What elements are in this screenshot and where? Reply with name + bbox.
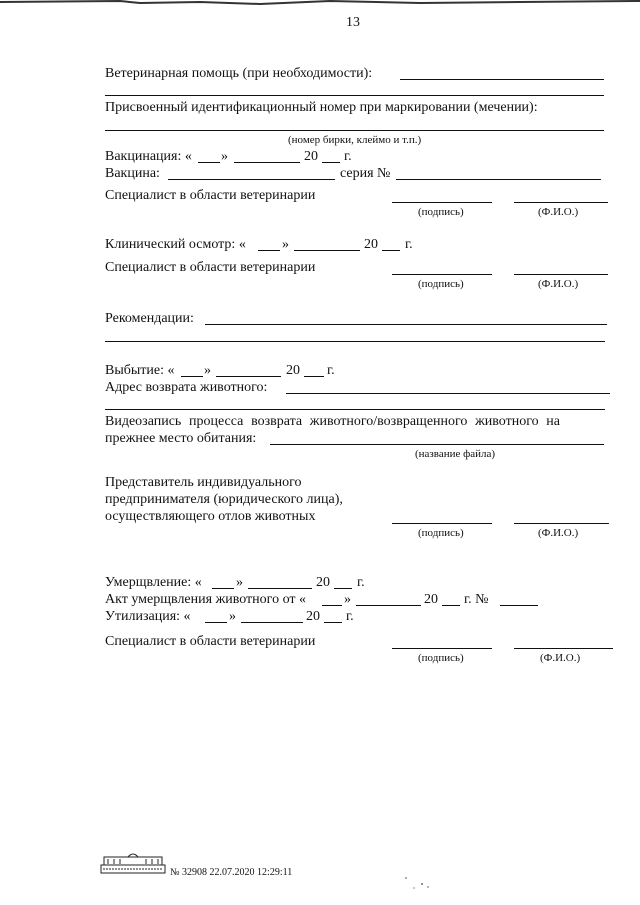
vaccination-year-line <box>322 162 340 163</box>
specialist-2-signature-hint: (подпись) <box>418 278 464 290</box>
clinical-exam-year-suffix: г. <box>405 237 413 252</box>
euthanasia-act-number-line <box>500 605 538 606</box>
departure-label: Выбытие: « <box>105 363 175 378</box>
specialist-1-fio-hint: (Ф.И.О.) <box>538 206 579 218</box>
specialist-1-label: Специалист в области ветеринарии <box>105 188 316 203</box>
scan-specks <box>400 872 440 892</box>
representative-line-3: осуществляющего отлов животных <box>105 509 316 524</box>
id-number-line <box>105 130 604 131</box>
vet-help-line <box>400 79 604 80</box>
return-address-line-2 <box>105 409 605 410</box>
vet-help-line-2 <box>105 95 604 96</box>
scan-top-edge <box>0 0 640 6</box>
euthanasia-year-line <box>334 588 352 589</box>
recommendations-line <box>205 324 607 325</box>
euthanasia-act-month-line <box>356 605 421 606</box>
specialist-2-label: Специалист в области ветеринарии <box>105 260 316 275</box>
registration-stamp-text: № 32908 22.07.2020 12:29:11 <box>170 867 293 878</box>
vaccine-line <box>168 179 335 180</box>
departure-year: 20 <box>286 363 300 378</box>
specialist-3-signature-line <box>392 648 492 649</box>
euthanasia-label: Умерщвление: « <box>105 575 202 590</box>
disposal-month-line <box>241 622 303 623</box>
specialist-3-label: Специалист в области ветеринарии <box>105 634 316 649</box>
representative-signature-line <box>392 523 492 524</box>
disposal-year-suffix: г. <box>346 609 354 624</box>
specialist-3-fio-line <box>514 648 613 649</box>
registry-building-stamp-icon <box>100 851 166 875</box>
departure-year-suffix: г. <box>327 363 335 378</box>
vaccine-label: Вакцина: <box>105 166 160 181</box>
vaccination-close-quote: » <box>221 149 228 164</box>
specialist-2-fio-line <box>514 274 608 275</box>
disposal-label: Утилизация: « <box>105 609 191 624</box>
euthanasia-act-year: 20 <box>424 592 438 607</box>
recommendations-label: Рекомендации: <box>105 311 194 326</box>
disposal-year: 20 <box>306 609 320 624</box>
clinical-exam-month-line <box>294 250 360 251</box>
clinical-exam-year-line <box>382 250 400 251</box>
video-file-line <box>270 444 604 445</box>
euthanasia-year: 20 <box>316 575 330 590</box>
departure-day-line <box>181 376 203 377</box>
departure-month-line <box>216 376 281 377</box>
specialist-1-signature-line <box>392 202 492 203</box>
representative-line-1: Представитель индивидуального <box>105 475 302 490</box>
departure-close-quote: » <box>204 363 211 378</box>
euthanasia-close-quote: » <box>236 575 243 590</box>
clinical-exam-label: Клинический осмотр: « <box>105 237 246 252</box>
clinical-exam-year: 20 <box>364 237 378 252</box>
specialist-2-fio-hint: (Ф.И.О.) <box>538 278 579 290</box>
disposal-close-quote: » <box>229 609 236 624</box>
representative-signature-hint: (подпись) <box>418 527 464 539</box>
euthanasia-act-close-quote: » <box>344 592 351 607</box>
return-address-line <box>286 393 610 394</box>
clinical-exam-close-quote: » <box>282 237 289 252</box>
vaccination-year-suffix: г. <box>344 149 352 164</box>
representative-fio-hint: (Ф.И.О.) <box>538 527 579 539</box>
euthanasia-day-line <box>212 588 234 589</box>
specialist-3-fio-hint: (Ф.И.О.) <box>540 652 581 664</box>
representative-line-2: предпринимателя (юридического лица), <box>105 492 343 507</box>
vaccination-day-line <box>198 162 220 163</box>
specialist-3-signature-hint: (подпись) <box>418 652 464 664</box>
clinical-exam-day-line <box>258 250 280 251</box>
recommendations-line-2 <box>105 341 605 342</box>
disposal-day-line <box>205 622 227 623</box>
euthanasia-act-label: Акт умерщвления животного от « <box>105 592 306 607</box>
specialist-2-signature-line <box>392 274 492 275</box>
disposal-year-line <box>324 622 342 623</box>
euthanasia-act-year-line <box>442 605 460 606</box>
vaccine-series-line <box>396 179 601 180</box>
id-number-hint: (номер бирки, клеймо и т.п.) <box>288 134 422 146</box>
departure-year-line <box>304 376 324 377</box>
euthanasia-act-day-line <box>322 605 342 606</box>
euthanasia-act-year-suffix: г. № <box>464 592 489 607</box>
return-address-label: Адрес возврата животного: <box>105 380 268 395</box>
specialist-1-fio-line <box>514 202 608 203</box>
video-label-line-1: Видеозапись процесса возврата животного/возвращенного животного на <box>105 414 561 429</box>
page-number: 13 <box>346 15 360 30</box>
euthanasia-month-line <box>248 588 312 589</box>
vaccine-series-label: серия № <box>340 166 391 181</box>
euthanasia-year-suffix: г. <box>357 575 365 590</box>
vaccination-year: 20 <box>304 149 318 164</box>
id-number-label: Присвоенный идентификационный номер при маркировании (мечении): <box>105 100 538 115</box>
vet-help-label: Ветеринарная помощь (при необходимости): <box>105 66 373 81</box>
video-file-hint: (название файла) <box>415 448 496 460</box>
specialist-1-signature-hint: (подпись) <box>418 206 464 218</box>
representative-fio-line <box>514 523 609 524</box>
video-label-line-2: прежнее место обитания: <box>105 431 257 446</box>
vaccination-month-line <box>234 162 300 163</box>
vaccination-label: Вакцинация: « <box>105 149 192 164</box>
